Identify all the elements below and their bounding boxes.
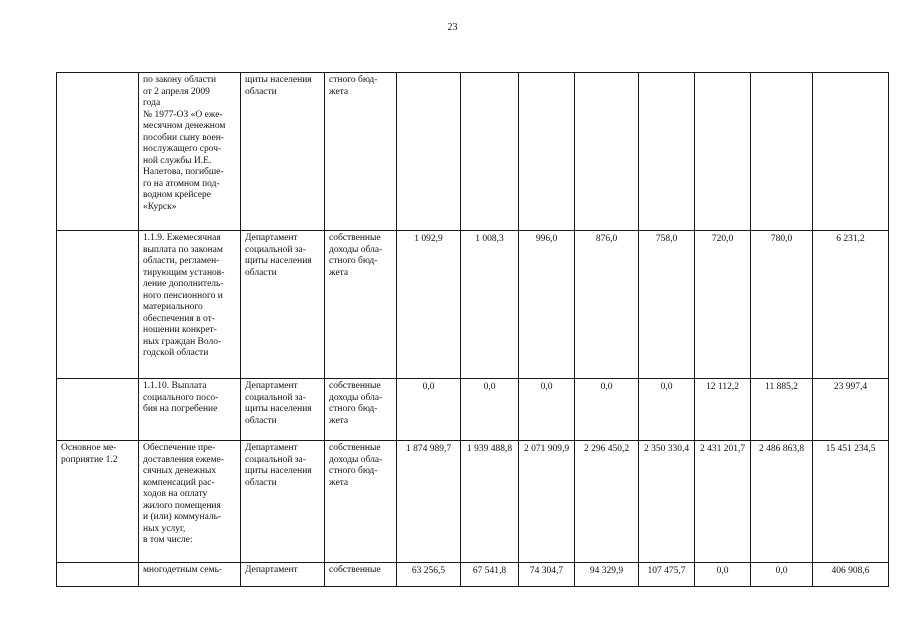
source-cell: собственные доходы обла- стного бюд- жета: [325, 379, 397, 441]
total-cell: 15 451 234,5: [813, 441, 889, 563]
activity-cell: Основное ме- роприятие 1.2: [57, 441, 139, 563]
value-cell: 876,0: [575, 231, 639, 379]
value-cell: 0,0: [751, 563, 813, 587]
value-cell: 1 092,9: [397, 231, 461, 379]
description-cell: по закону области от 2 апреля 2009 года № 1977-ОЗ «О еже- месячном денежном пособии сыну воен- нослужащего сроч- ной службы И.Е. Налетова, погибше- го на атомном под- водном крейсере «Курск»: [139, 73, 241, 231]
value-cell: 0,0: [519, 379, 575, 441]
value-cell: [639, 73, 695, 231]
value-cell: [461, 73, 519, 231]
value-cell: 67 541,8: [461, 563, 519, 587]
table-row: [57, 441, 889, 563]
value-cell: 2 350 330,4: [639, 441, 695, 563]
total-cell: [813, 73, 889, 231]
activity-cell: [57, 379, 139, 441]
value-cell: 2 486 863,8: [751, 441, 813, 563]
description-cell: 1.1.10. Выплата социального посо- бия на погребение: [139, 379, 241, 441]
value-cell: 780,0: [751, 231, 813, 379]
value-cell: [519, 73, 575, 231]
value-cell: 1 008,3: [461, 231, 519, 379]
value-cell: 2 431 201,7: [695, 441, 751, 563]
executor-cell: Департамент социальной за- щиты населения области: [241, 379, 325, 441]
value-cell: 107 475,7: [639, 563, 695, 587]
value-cell: [575, 73, 639, 231]
value-cell: [397, 73, 461, 231]
table-row: [57, 379, 889, 441]
value-cell: 0,0: [639, 379, 695, 441]
description-cell: 1.1.9. Ежемесячная выплата по законам области, регламен- тирующим установ- ление дополнитель- ного пенсионного и материального обеспечения в от- ношении конкрет- ных граждан Воло- годской области: [139, 231, 241, 379]
value-cell: 12 112,2: [695, 379, 751, 441]
value-cell: 0,0: [397, 379, 461, 441]
total-cell: 23 997,4: [813, 379, 889, 441]
table-row: [57, 231, 889, 379]
value-cell: 720,0: [695, 231, 751, 379]
value-cell: 1 939 488,8: [461, 441, 519, 563]
value-cell: 0,0: [575, 379, 639, 441]
source-cell: собственные доходы обла- стного бюд- жета: [325, 231, 397, 379]
value-cell: 0,0: [695, 563, 751, 587]
value-cell: 11 885,2: [751, 379, 813, 441]
source-cell: собственные: [325, 563, 397, 587]
value-cell: 1 874 989,7: [397, 441, 461, 563]
executor-cell: щиты населения области: [241, 73, 325, 231]
value-cell: 94 329,9: [575, 563, 639, 587]
activity-cell: [57, 73, 139, 231]
value-cell: 63 256,5: [397, 563, 461, 587]
executor-cell: Департамент социальной за- щиты населения области: [241, 231, 325, 379]
activity-cell: [57, 563, 139, 587]
value-cell: 758,0: [639, 231, 695, 379]
page-number: 23: [447, 22, 458, 33]
table-row: [57, 563, 889, 587]
value-cell: [695, 73, 751, 231]
value-cell: 0,0: [461, 379, 519, 441]
total-cell: 6 231,2: [813, 231, 889, 379]
executor-cell: Департамент социальной за- щиты населения области: [241, 441, 325, 563]
activity-cell: [57, 231, 139, 379]
value-cell: [751, 73, 813, 231]
source-cell: стного бюд- жета: [325, 73, 397, 231]
value-cell: 74 304,7: [519, 563, 575, 587]
description-cell: Обеспечение пре- доставления ежеме- сячных денежных компенсаций рас- ходов на оплату жилого помещения и (или) коммуналь- ных услуг, в том числе:: [139, 441, 241, 563]
value-cell: 996,0: [519, 231, 575, 379]
value-cell: 2 296 450,2: [575, 441, 639, 563]
table-row: [57, 73, 889, 231]
source-cell: собственные доходы обла- стного бюд- жета: [325, 441, 397, 563]
description-cell: многодетным семь-: [139, 563, 241, 587]
total-cell: 406 908,6: [813, 563, 889, 587]
value-cell: 2 071 909,9: [519, 441, 575, 563]
budget-table: [56, 72, 889, 587]
executor-cell: Департамент: [241, 563, 325, 587]
